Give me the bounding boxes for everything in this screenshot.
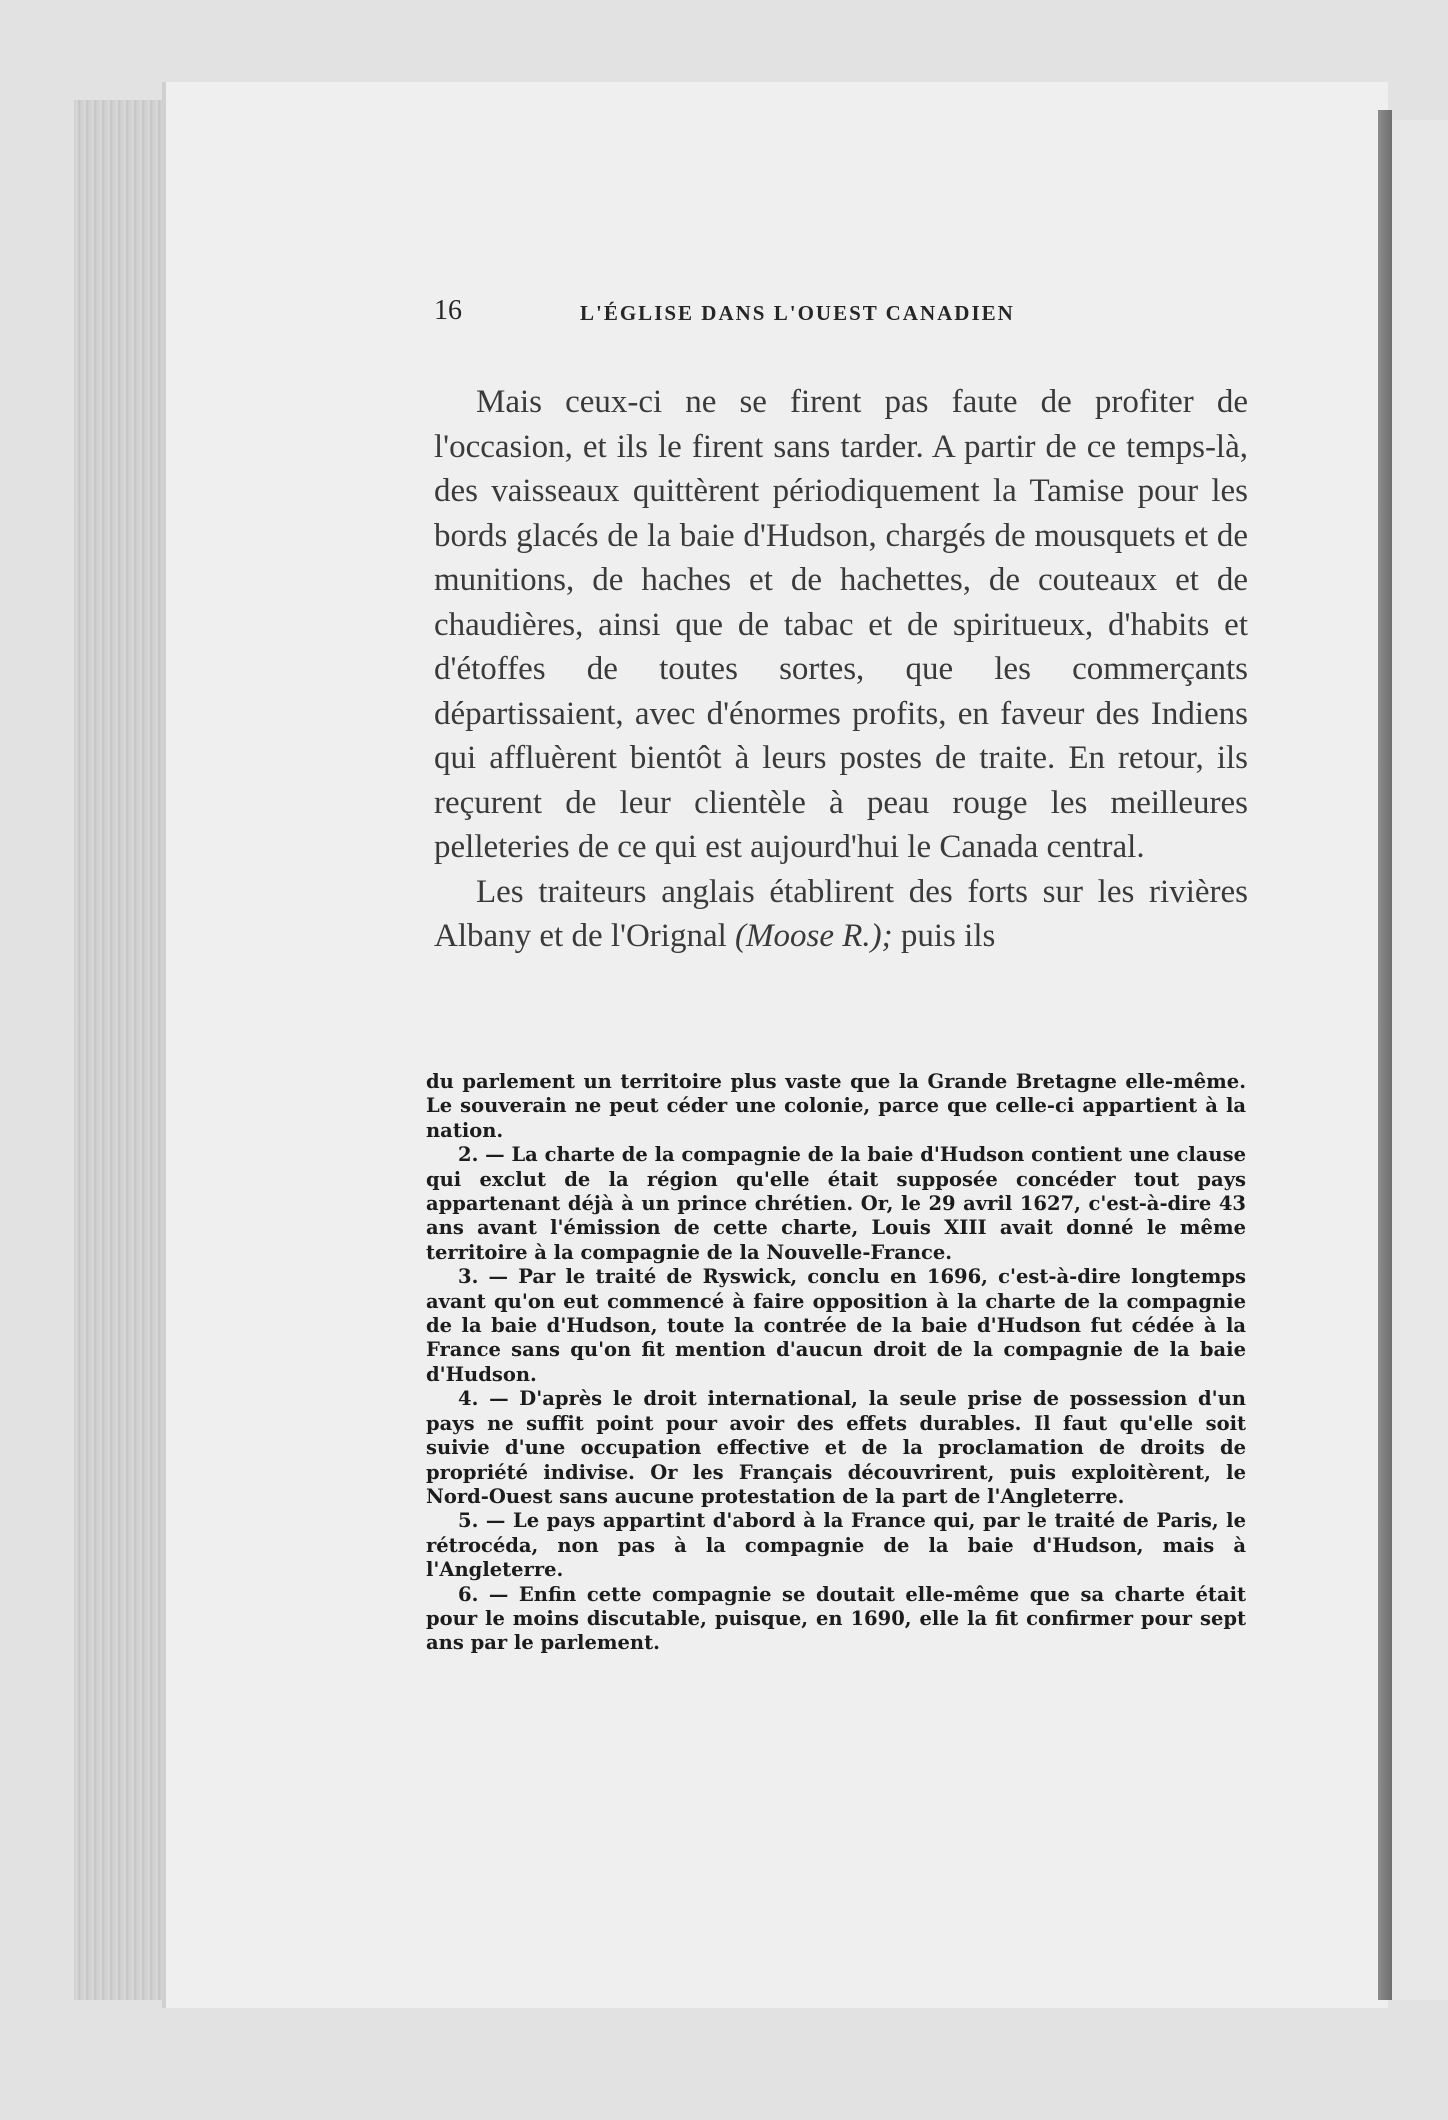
- footnote-2: 2. — La charte de la compagnie de la baie d'Hudson contient une clause qui exclut de la région qu'elle était supposée concéder tout pays appartenant déjà à un prince chrétien. Or, le 29 avril 1627, c'est-à-dire 43 ans avant l'émission de cette charte, Louis XIII avait donné le même territoire à la compagnie de la Nouvelle-France.: [426, 1143, 1246, 1264]
- page-header: [434, 295, 1246, 335]
- paragraph-2-end: puis ils: [892, 918, 996, 954]
- footnote-5: 5. — Le pays appartint d'abord à la France qui, par le traité de Paris, le rétrocéda, non pas à la compagnie de la baie d'Hudson, mais à l'Angleterre.: [426, 1509, 1246, 1582]
- page-number: 16: [434, 295, 462, 326]
- adjacent-page-edge: [1392, 120, 1448, 2000]
- paragraph-2: [434, 870, 1248, 959]
- footnote-continuation: du parlement un territoire plus vaste que la Grande Bretagne elle-même. Le souverain ne peut céder une colonie, parce que celle-ci appartient à la nation.: [426, 1070, 1246, 1142]
- footnote-6: 6. — Enfin cette compagnie se doutait elle-même que sa charte était pour le moins discutable, puisque, en 1690, elle la fit confirmer pour sept ans par le parlement.: [426, 1582, 1246, 1655]
- paragraph-2-italic: (Moose R.);: [735, 918, 893, 954]
- book-page: [166, 82, 1388, 2008]
- footnote-3: 3. — Par le traité de Ryswick, conclu en 1696, c'est-à-dire longtemps avant qu'on eut commencé à faire opposition à la charte de la compagnie de la baie d'Hudson, toute la contrée de la baie d'Hudson fut cédée à la France sans qu'on fit mention d'aucun droit de la compagnie de la baie d'Hudson.: [426, 1265, 1246, 1386]
- footnotes: [426, 1070, 1246, 1656]
- book-spine-shadow: [1378, 110, 1392, 2000]
- paragraph-2-start: Les traiteurs anglais établirent des forts sur les rivières Albany et de l'Orignal: [434, 873, 1248, 954]
- footnote-4: 4. — D'après le droit international, la seule prise de possession d'un pays ne suffit point pour avoir des effets durables. Il faut qu'elle soit suivie d'une occupation effective et de la proclamation de droits de propriété indivise. Or les Français découvrirent, puis exploitèrent, le Nord-Ouest sans aucune protestation de la part de l'Angleterre.: [426, 1387, 1246, 1508]
- running-title: L'ÉGLISE DANS L'OUEST CANADIEN: [580, 301, 1015, 325]
- paragraph-1: Mais ceux-ci ne se firent pas faute de profiter de l'occasion, et ils le firent sans tarder. A partir de ce temps-là, des vaisseaux quittèrent périodiquement la Tamise pour les bords glacés de la baie d'Hudson, chargés de mousquets et de munitions, de haches et de hachettes, de couteaux et de chaudières, ainsi que de tabac et de spiritueux, d'habits et d'étoffes de toutes sortes, que les commerçants départissaient, avec d'énormes profits, en faveur des Indiens qui affluèrent bientôt à leurs postes de traite. En retour, ils reçurent de leur clientèle à peau rouge les meilleures pelleteries de ce qui est aujourd'hui le Canada central.: [434, 384, 1248, 865]
- main-text: [434, 380, 1248, 959]
